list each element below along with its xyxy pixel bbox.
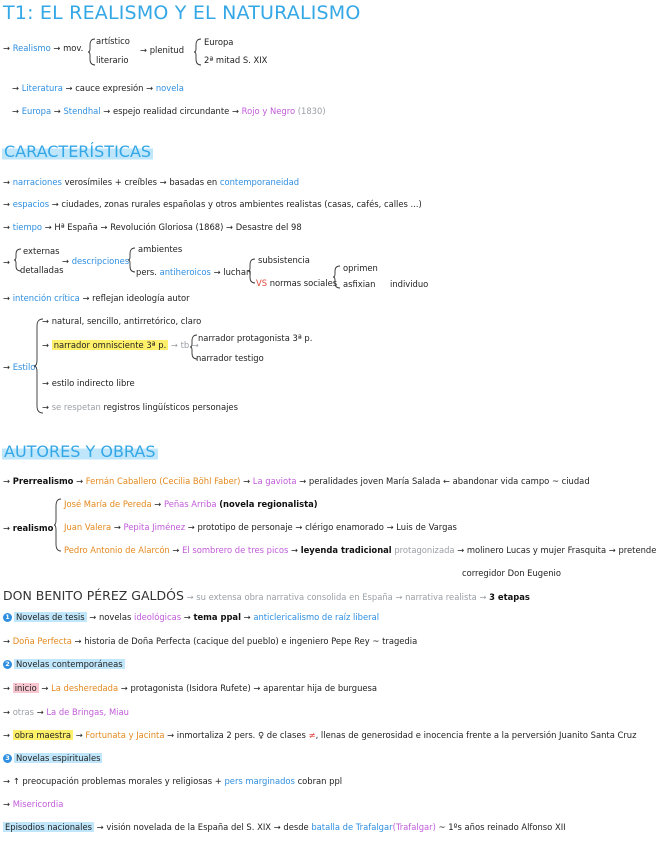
pretende-text: pretende xyxy=(618,545,656,555)
leyenda-text: leyenda tradicional xyxy=(300,545,392,555)
clerigo-text: clérigo enamorado xyxy=(305,522,384,532)
bringas-miau-text: La de Bringas, Miau xyxy=(46,707,129,717)
perfecta-line: → Doña Perfecta → historia de Doña Perfecta (cacique del pueblo) e ingeniero Pepe Rey ~ tragedia xyxy=(3,636,418,646)
rojo-negro-text: Rojo y Negro xyxy=(241,106,296,116)
dona-perfecta-text: Doña Perfecta xyxy=(12,636,72,646)
brace-icon xyxy=(54,498,62,552)
estilo-line: → Estilo xyxy=(3,362,36,372)
brace-icon xyxy=(333,265,341,289)
indirecto-text: estilo indirecto libre xyxy=(51,378,135,388)
etapa2-label: Novelas contemporáneas xyxy=(16,659,123,669)
episodios-label: Episodios nacionales xyxy=(5,822,92,832)
valera-text: Juan Valera xyxy=(64,522,112,532)
normas-text: normas sociales xyxy=(269,278,338,288)
espacios-text: ciudades, zonas rurales españolas y otros ambientes realistas (casas, cafés, calles ...) xyxy=(61,199,422,209)
detalladas-text: detalladas xyxy=(20,265,64,275)
valera-line: Juan Valera → Pepita Jiménez → prototipo de personaje → clérigo enamorado → Luis de Vargas xyxy=(64,522,457,532)
preocupacion-line: → ↑ preocupación problemas morales y religiosas + pers marginados cobran ppl xyxy=(3,776,343,786)
indirecto-line: → estilo indirecto libre xyxy=(42,378,135,388)
alarcon-text: Pedro Antonio de Alarcón xyxy=(64,545,170,555)
espacios-line: → espacios → ciudades, zonas rurales españolas y otros ambientes realistas (casas, cafés, calles ...) xyxy=(3,199,422,209)
registros-text: registros lingüísticos personajes xyxy=(103,402,238,412)
verosimiles-text: verosímiles xyxy=(64,177,113,187)
year-text: (1830) xyxy=(297,106,326,116)
creibles-text: creíbles xyxy=(124,177,157,187)
galdos-line: DON BENITO PÉREZ GALDÓS → su extensa obra narrativa consolida en España → narrativa realista → 3 etapas xyxy=(3,588,530,603)
vision-text: visión novelada de la España del S. XIX xyxy=(106,822,272,832)
europa-line: → Europa → Stendhal → espejo realidad circundante → Rojo y Negro (1830) xyxy=(12,106,326,116)
externas-text: externas xyxy=(23,246,60,256)
tiempo-label: tiempo xyxy=(12,222,43,232)
contemporaneidad-text: contemporaneidad xyxy=(219,177,300,187)
prerrealismo-label: Prerrealismo xyxy=(12,476,74,486)
corregidor-text: corregidor Don Eugenio xyxy=(462,568,561,578)
neq-text: ≠ xyxy=(308,730,316,740)
peralidades-text: peralidades joven María Salada xyxy=(308,476,441,486)
registros-line: → se respetan registros lingüísticos personajes xyxy=(42,402,238,412)
etapa3-line xyxy=(3,753,102,763)
galdos-heading: DON BENITO PÉREZ GALDÓS xyxy=(3,588,184,603)
revolucion-text: Revolución Gloriosa (1868) xyxy=(110,222,224,232)
gaviota-text: La gaviota xyxy=(252,476,297,486)
number-badge-icon: 2 xyxy=(3,660,12,669)
arrow-icon: → xyxy=(3,257,11,267)
europa-text: Europa xyxy=(204,37,234,47)
refleja-text: reflejan ideología autor xyxy=(92,293,190,303)
literario-text: literario xyxy=(96,55,129,65)
realidad-text: realidad circundante xyxy=(143,106,230,116)
pereda-line: José María de Pereda → Peñas Arriba (novela regionalista) xyxy=(64,499,318,509)
preocupacion-text: ↑ preocupación problemas morales y religiosas xyxy=(12,776,213,786)
etapas-text: 3 etapas xyxy=(489,592,530,602)
number-badge-icon: 3 xyxy=(3,754,12,763)
oprimen-text: oprimen xyxy=(343,263,378,273)
basadas-text: basadas en xyxy=(169,177,218,187)
page-title: T1: EL REALISMO Y EL NATURALISMO xyxy=(3,2,361,24)
tragedia-text: tragedia xyxy=(382,636,418,646)
cobran-text: cobran xyxy=(297,776,327,786)
subsistencia-text: subsistencia xyxy=(258,255,310,265)
trafalgar-text: batalla de Trafalgar xyxy=(311,822,393,832)
galdos-intro-text: su extensa obra narrativa consolida en España xyxy=(196,592,393,602)
otras-line: → otras → La de Bringas, Miau xyxy=(3,707,129,717)
brace-icon xyxy=(34,318,44,414)
antiheroicos-text: antiheroicos xyxy=(159,267,211,277)
etapa1-line: 1 Novelas de tesis → novelas ideológicas → tema ppal → anticlericalismo de raíz liberal xyxy=(3,612,379,622)
brace-icon xyxy=(128,247,136,273)
etapa3-label: Novelas espirituales xyxy=(16,753,101,763)
luchan-text: luchan xyxy=(223,267,252,277)
anticlericalismo-text: anticlericalismo de raíz liberal xyxy=(253,612,380,622)
plus-text: + xyxy=(214,776,222,786)
desastre-text: Desastre del 98 xyxy=(235,222,302,232)
respetan-text: se respetan xyxy=(51,402,101,412)
protagonista-text: narrador protagonista 3ª p. xyxy=(198,333,313,343)
narrador-omnisciente-text: narrador omnisciente 3ª p. xyxy=(53,340,167,350)
natural-text: natural, sencillo, antirretórico, claro xyxy=(51,316,202,326)
europa-label: Europa xyxy=(21,106,52,116)
normas-line xyxy=(256,278,337,288)
ideologicas-text: ideológicas xyxy=(134,612,182,622)
abandonar-text: abandonar vida campo xyxy=(452,476,550,486)
plus-text: + xyxy=(114,177,122,187)
brace-icon xyxy=(194,38,202,66)
stendhal-text: Stendhal xyxy=(63,106,101,116)
espacios-label: espacios xyxy=(12,199,50,209)
isidora-text: protagonista (Isidora Rufete) xyxy=(130,683,251,693)
estilo-label: Estilo xyxy=(12,362,36,372)
pers-text: pers. xyxy=(136,267,157,277)
ppl-text: ppl xyxy=(329,776,343,786)
testigo-text: narrador testigo xyxy=(196,353,264,363)
intencion-line: → intención crítica → reflejan ideología autor xyxy=(3,293,190,303)
alarcon-line: Pedro Antonio de Alarcón → El sombrero de tres picos → leyenda tradicional protagonizada → molinero Lucas y mujer Frasquita → pretende xyxy=(64,545,656,555)
prototipo-text: prototipo de personaje xyxy=(197,522,293,532)
etapa2-line xyxy=(3,659,125,669)
narraciones-label: narraciones xyxy=(12,177,62,187)
novelas-text: novelas xyxy=(98,612,132,622)
natural-line: → natural, sencillo, antirretórico, claro xyxy=(42,316,202,326)
inicio-label: inicio xyxy=(14,683,37,693)
literatura-line: → Literatura → cauce expresión → novela xyxy=(12,83,184,93)
sombrero-text: El sombrero de tres picos xyxy=(182,545,289,555)
novela-text: novela xyxy=(155,83,184,93)
realismo-authors-label: realismo xyxy=(12,523,54,533)
descripciones-line: → descripciones xyxy=(62,256,130,266)
inmortaliza-text: inmortaliza 2 pers. ♀ de clases xyxy=(176,730,306,740)
molinero-text: molinero Lucas y mujer Frasquita xyxy=(466,545,607,555)
autores-heading: AUTORES Y OBRAS xyxy=(4,442,156,461)
intencion-label: intención crítica xyxy=(12,293,80,303)
number-badge-icon: 1 xyxy=(3,613,12,622)
espejo-text: espejo xyxy=(112,106,141,116)
protagonizada-text: protagonizada xyxy=(394,545,455,555)
narrador-line: → narrador omnisciente 3ª p. → tb → xyxy=(42,340,199,350)
inicio-line: → inicio → La desheredada → protagonista (Isidora Rufete) → aparentar hija de burguesa xyxy=(3,683,378,693)
realismo-line: → Realismo → mov. xyxy=(3,43,84,53)
pepita-jimenez-text: Pepita Jiménez xyxy=(123,522,186,532)
aparentar-text: aparentar xyxy=(263,683,305,693)
literatura-label: Literatura xyxy=(21,83,63,93)
hija-text: hija de burguesa xyxy=(306,683,378,693)
brace-icon xyxy=(248,258,256,284)
alfonso-text: 1ºs años reinado Alfonso XII xyxy=(448,822,566,832)
tiempo-line: → tiempo → Hª España → Revolución Gloriosa (1868) → Desastre del 98 xyxy=(3,222,302,232)
fernan-caballero-text: Fernán Caballero (Cecilia Böhl Faber) xyxy=(85,476,241,486)
trafalgar-paren-text: (Trafalgar) xyxy=(392,822,436,832)
ambientes-text: ambientes xyxy=(138,244,183,254)
otras-label: otras xyxy=(12,707,35,717)
artistico-text: artístico xyxy=(96,36,130,46)
desheredada-text: La desheredada xyxy=(51,683,119,693)
plenitud-label: plenitud xyxy=(149,45,185,55)
brace-icon xyxy=(88,38,96,66)
realismo-authors-line: → realismo xyxy=(3,523,54,533)
desde-text: desde xyxy=(283,822,309,832)
descripciones-label: descripciones xyxy=(71,256,130,266)
mitad-text: 2ª mitad S. XIX xyxy=(204,55,268,65)
cauce-text: cauce expresión xyxy=(75,83,144,93)
etapa1-label: Novelas de tesis xyxy=(16,612,85,622)
narraciones-line: → narraciones verosímiles + creíbles → basadas en contemporaneidad xyxy=(3,177,300,187)
asfixian-text: asfixian xyxy=(343,279,376,289)
ciudad-text: ciudad xyxy=(561,476,590,486)
regionalista-text: (novela regionalista) xyxy=(219,499,318,509)
misericordia-text: Misericordia xyxy=(12,799,64,809)
vs-text: VS xyxy=(256,278,268,288)
tb-text: tb xyxy=(180,340,190,350)
llenas-text: , llenas de generosidad e inocencia frente a la perversión Juanito Santa Cruz xyxy=(315,730,637,740)
personajes-line: pers. antiheroicos → luchan xyxy=(136,267,252,277)
fortunata-text: Fortunata y Jacinta xyxy=(85,730,165,740)
individuo-text: individuo xyxy=(390,279,429,289)
plenitud-text: → plenitud xyxy=(140,45,185,55)
mov-label: mov. xyxy=(63,43,84,53)
realismo-label: Realismo xyxy=(12,43,51,53)
penas-arriba-text: Peñas Arriba xyxy=(163,499,217,509)
luis-vargas-text: Luis de Vargas xyxy=(396,522,457,532)
perfecta-historia-text: historia de Doña Perfecta (cacique del pueblo) e ingeniero Pepe Rey xyxy=(84,636,370,646)
marginados-text: pers marginados xyxy=(224,776,295,786)
historia-text: Hª España xyxy=(54,222,98,232)
tema-text: tema ppal xyxy=(193,612,241,622)
caracteristicas-heading: CARACTERÍSTICAS xyxy=(4,142,152,161)
obra-maestra-label: obra maestra xyxy=(14,730,72,740)
episodios-line: Episodios nacionales → visión novelada de la España del S. XIX → desde batalla de Trafalgar(Trafalgar) ~ 1ºs años reinado Alfonso XII xyxy=(5,822,566,832)
prerrealismo-line: → Prerrealismo → Fernán Caballero (Cecilia Böhl Faber) → La gaviota → peralidades joven María Salada ← abandonar vida campo ~ ciudad xyxy=(3,476,590,486)
narrativa-text: narrativa realista xyxy=(405,592,477,602)
pereda-text: José María de Pereda xyxy=(64,499,152,509)
maestra-line: → obra maestra → Fortunata y Jacinta → inmortaliza 2 pers. ♀ de clases ≠, llenas de generosidad e inocencia frente a la perversión Juanito Santa Cruz xyxy=(3,730,637,740)
misericordia-line: → Misericordia xyxy=(3,799,64,809)
